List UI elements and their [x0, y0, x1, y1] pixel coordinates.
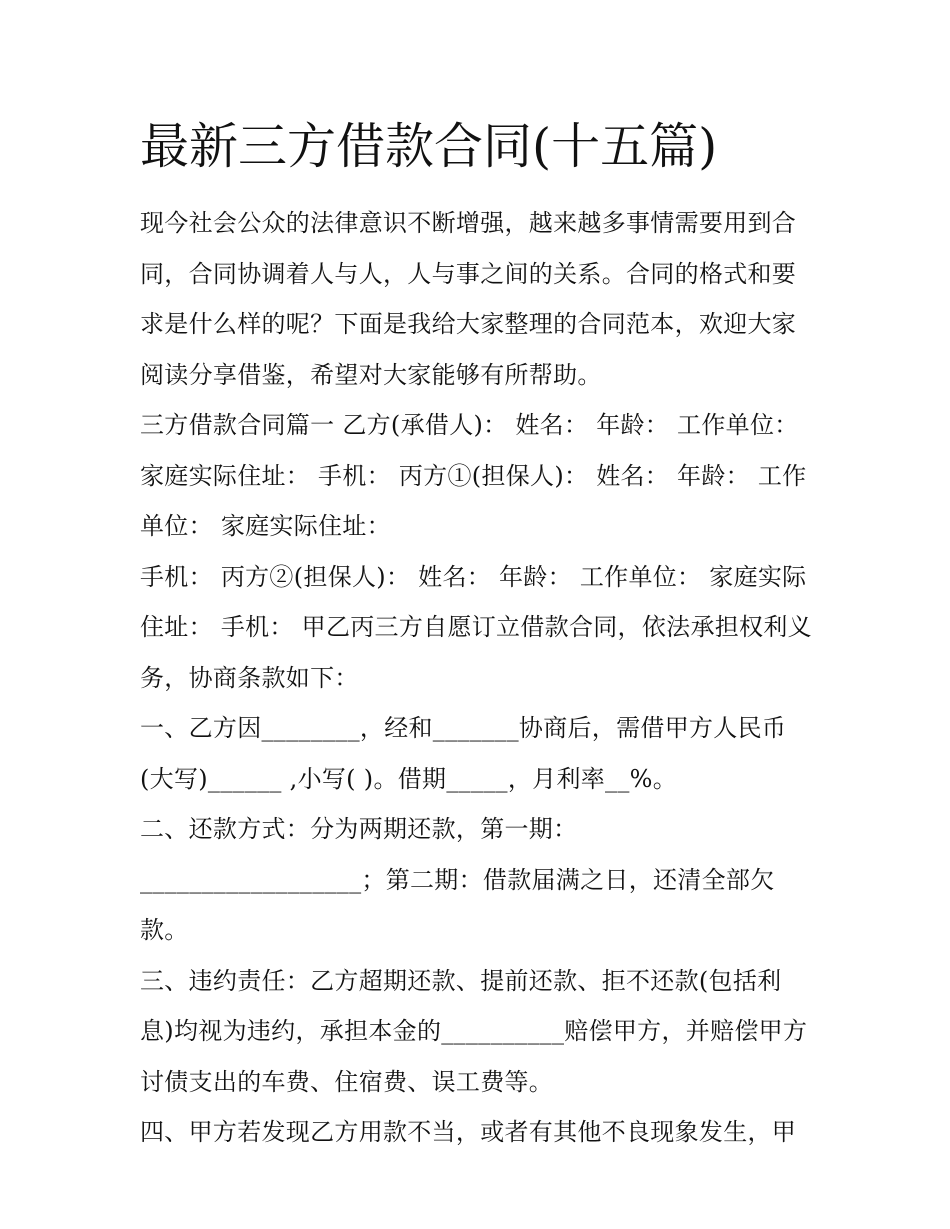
- paragraph-parties-continued: 手机： 丙方②(担保人)： 姓名： 年龄： 工作单位： 家庭实际住址： 手机： 甲乙丙三方自愿订立借款合同，依法承担权利义务，协商条款如下：: [140, 562, 812, 692]
- paragraph-intro: 现今社会公众的法律意识不断增强，越来越多事情需要用到合同，合同协调着人与人，人与事之间的关系。合同的格式和要求是什么样的呢？下面是我给大家整理的合同范本，欢迎大家阅读分享借鉴，希望对大家能够有所帮助。: [140, 209, 797, 389]
- paragraph-clause-4: 四、甲方若发现乙方用款不当，或者有其他不良现象发生，甲: [140, 1118, 797, 1146]
- paragraph-parties: 三方借款合同篇一 乙方(承借人)： 姓名： 年龄： 工作单位： 家庭实际住址： 手机： 丙方①(担保人)： 姓名： 年龄： 工作单位： 家庭实际住址：: [140, 411, 807, 540]
- paragraph-clause-3: 三、违约责任：乙方超期还款、提前还款、拒不还款(包括利息)均视为违约，承担本金的__________赔偿甲方，并赔偿甲方讨债支出的车费、住宿费、误工费等。: [140, 966, 808, 1096]
- paragraph-clause-1: 一、乙方因________，经和_______协商后，需借甲方人民币(大写)______ ,小写( )。借期_____，月利率__%。: [140, 714, 787, 793]
- document-body: [140, 198, 812, 1158]
- paragraph-clause-2: 二、还款方式：分为两期还款，第一期：__________________；第二期：借款届满之日，还清全部欠款。: [140, 815, 775, 944]
- document-title: 最新三方借款合同(十五篇): [140, 118, 718, 175]
